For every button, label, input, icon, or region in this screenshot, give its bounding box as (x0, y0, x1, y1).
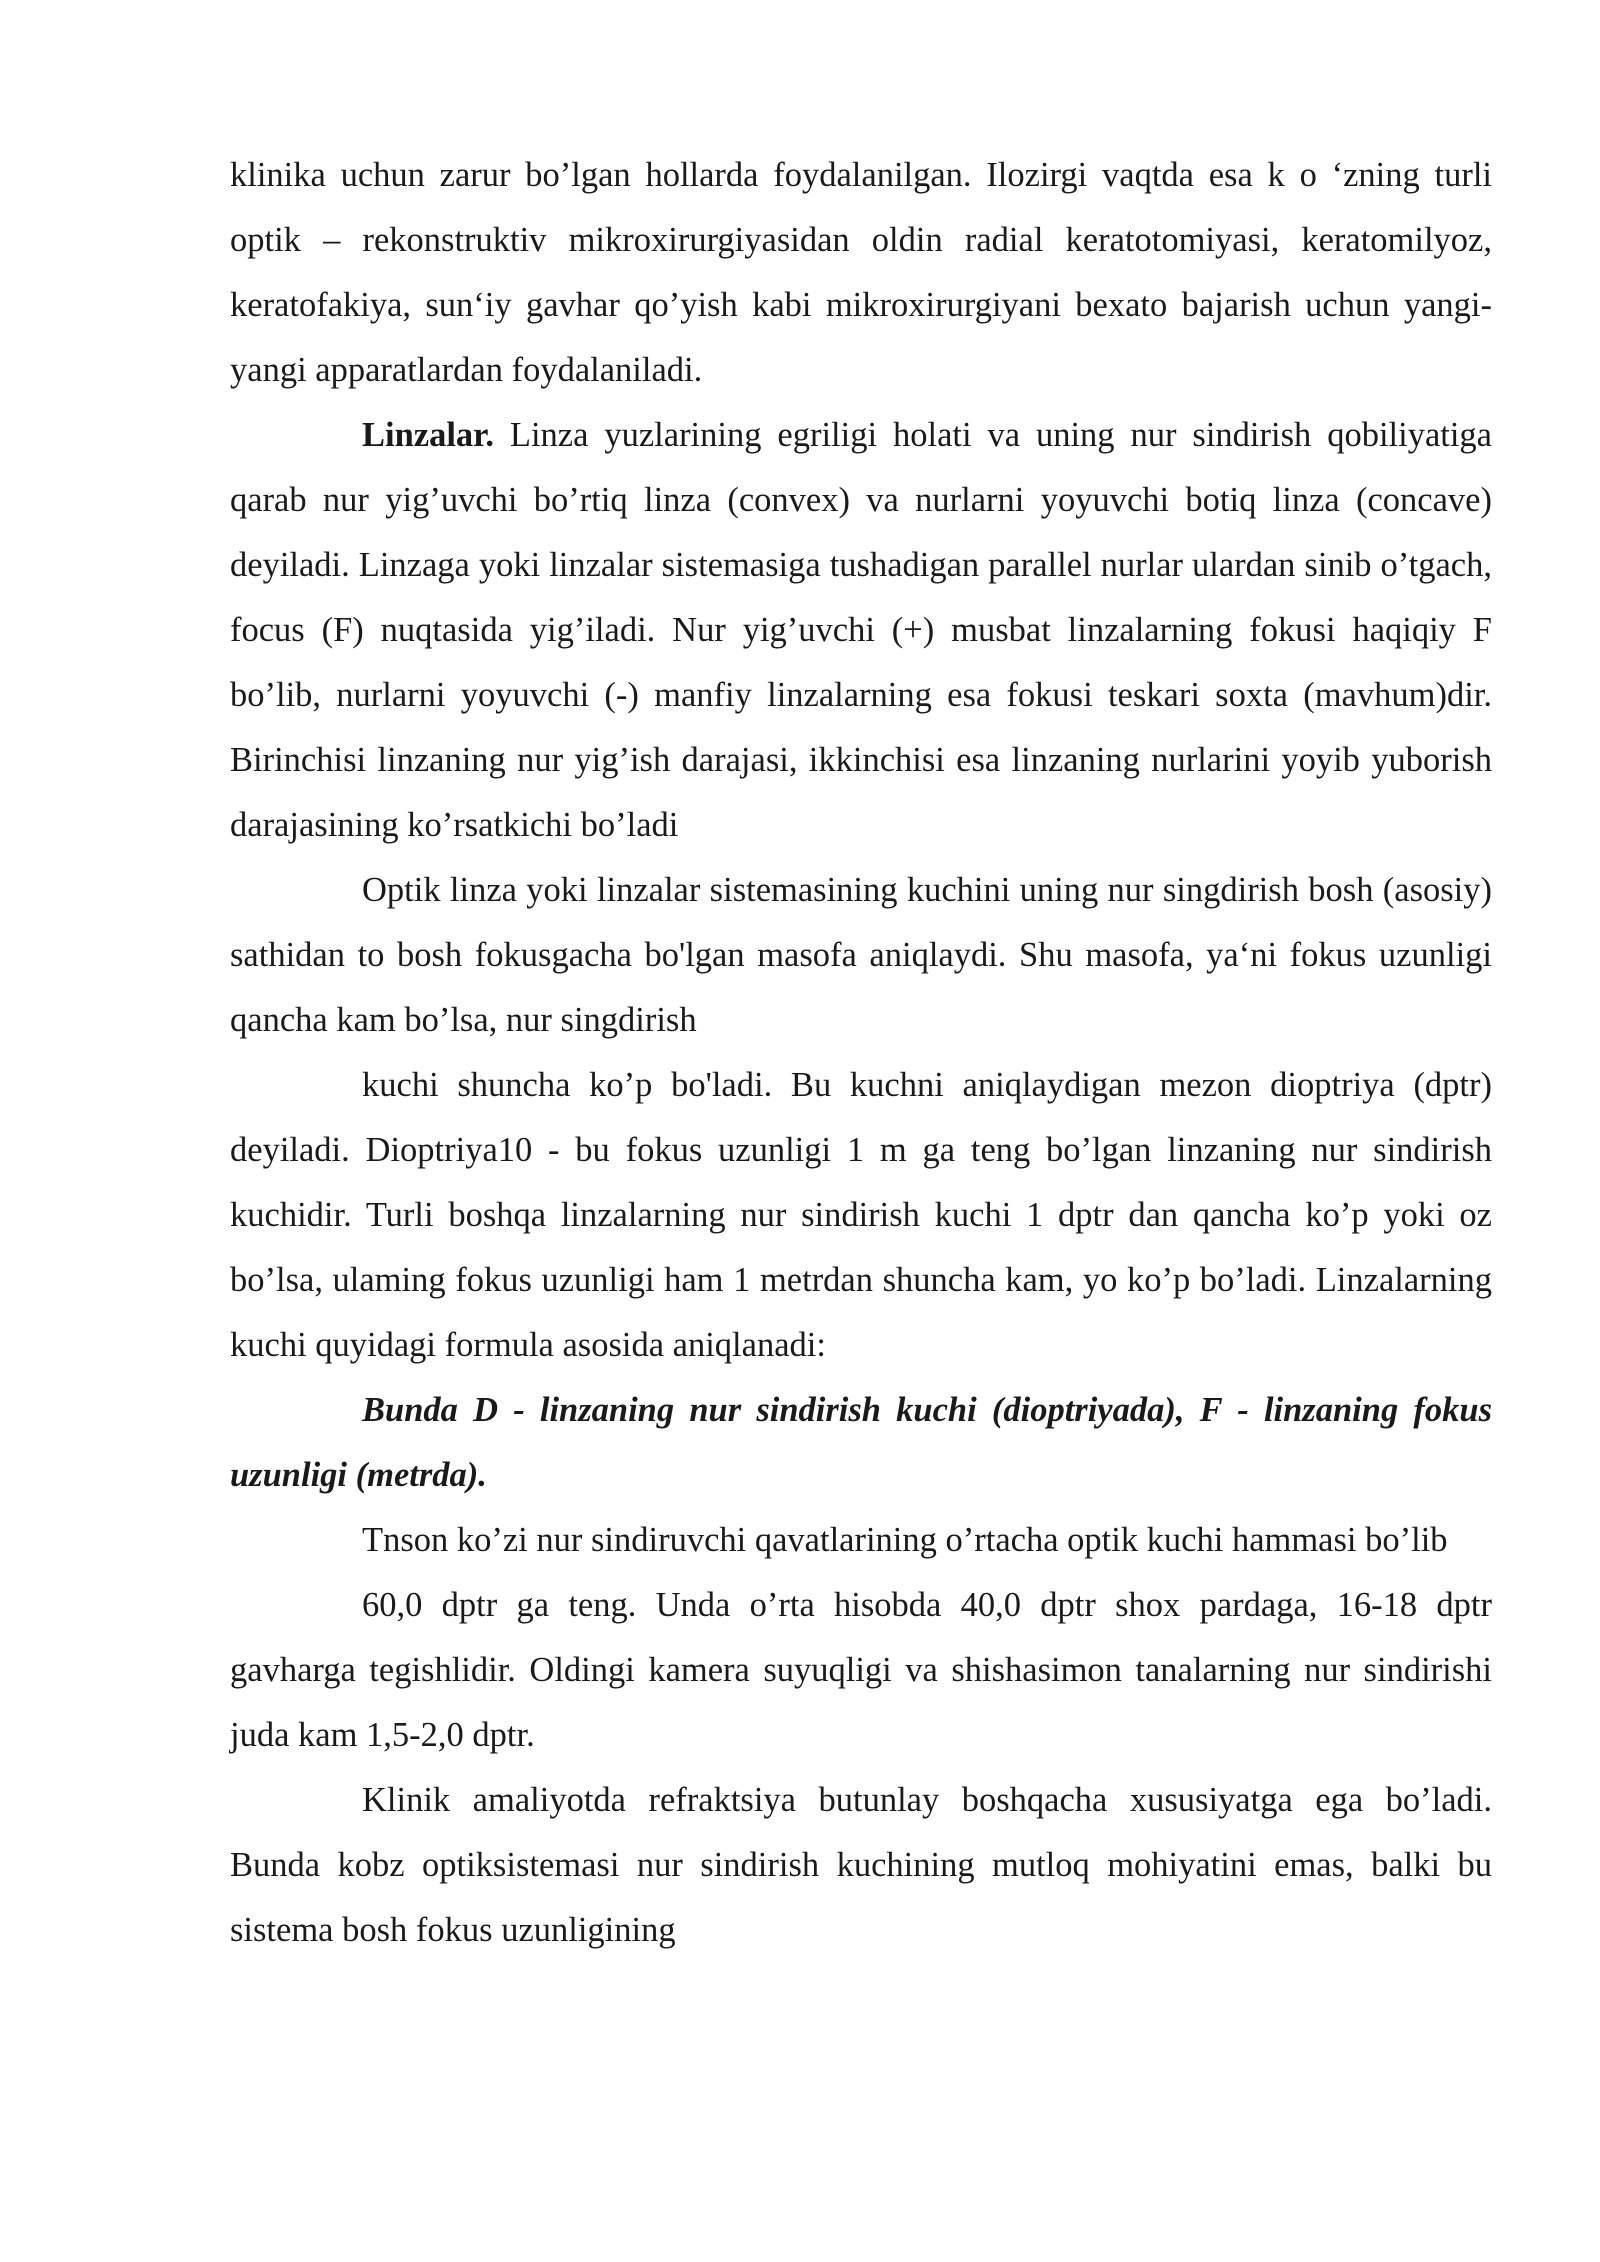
document-page (230, 143, 1492, 1963)
paragraph-7: 60,0 dptr ga teng. Unda o’rta hisobda 40,0 dptr shox pardaga, 16-18 dptr gavharga tegishlidir. Oldingi kamera suyuqligi va shishasimon tanalarning nur sindirishi juda kam 1,5-2,0 dptr. (230, 1586, 1492, 1754)
paragraph-6: Tnson ko’zi nur sindiruvchi qavatlarining o’rtacha optik kuchi hammasi bo’lib (362, 1521, 1448, 1559)
paragraph-linzalar (230, 403, 1492, 858)
section-heading-linzalar: Linzalar. (362, 416, 494, 454)
paragraph-linzalar-body: Linza yuzlarining egriligi holati va uning nur sindirish qobiliyatiga qarab nur yig’uvchi bo’rtiq linza (convex) va nurlarni yoyuvchi botiq linza (concave) deyiladi. Linzaga yoki linzalar sistemasiga tushadigan parallel nurlar ulardan sinib o’tgach, focus (F) nuqtasida yig’iladi. Nur yig’uvchi (+) musbat linzalarning fokusi haqiqiy F bo’lib, nurlarni yoyuvchi (-) manfiy linzalarning esa fokusi teskari soxta (mavhum)dir. Birinchisi linzaning nur yig’ish darajasi, ikkinchisi esa linzaning nurlarini yoyib yuborish darajasining ko’rsatkichi bo’ladi (230, 416, 1492, 844)
paragraph-3: Optik linza yoki linzalar sistemasining kuchini uning nur singdirish bosh (asosiy) sathidan to bosh fokusgacha bo'lgan masofa aniqlaydi. Shu masofa, ya‘ni fokus uzunligi qancha kam bo’lsa, nur singdirish (230, 871, 1492, 1039)
paragraph-formula-note: Bunda D - linzaning nur sindirish kuchi (dioptriyada), F - linzaning fokus uzunligi (metrda). (230, 1391, 1492, 1494)
paragraph-4: kuchi shuncha ko’p bo'ladi. Bu kuchni aniqlaydigan mezon dioptriya (dptr) deyiladi. Dioptriya10 - bu fokus uzunligi 1 m ga teng bo’lgan linzaning nur sindirish kuchidir. Turli boshqa linzalarning nur sindirish kuchi 1 dptr dan qancha ko’p yoki oz bo’lsa, ulaming fokus uzunligi ham 1 metrdan shuncha kam, yo ko’p bo’ladi. Linzalarning kuchi quyidagi formula asosida aniqlanadi: (230, 1066, 1492, 1364)
paragraph-8: Klinik amaliyotda refraktsiya butunlay boshqacha xususiyatga ega bo’ladi. Bunda kobz optiksistemasi nur sindirish kuchining mutloq mohiyatini emas, balki bu sistema bosh fokus uzunligining (230, 1781, 1492, 1949)
paragraph-1: klinika uchun zarur bo’lgan hollarda foydalanilgan. Ilozirgi vaqtda esa k o ‘zning turli optik – rekonstruktiv mikroxirurgiyasidan oldin radial keratotomiyasi, keratomilyoz, keratofakiya, sun‘iy gavhar qo’yish kabi mikroxirurgiyani bexato bajarish uchun yangi-yangi apparatlardan foydalaniladi. (230, 156, 1492, 389)
